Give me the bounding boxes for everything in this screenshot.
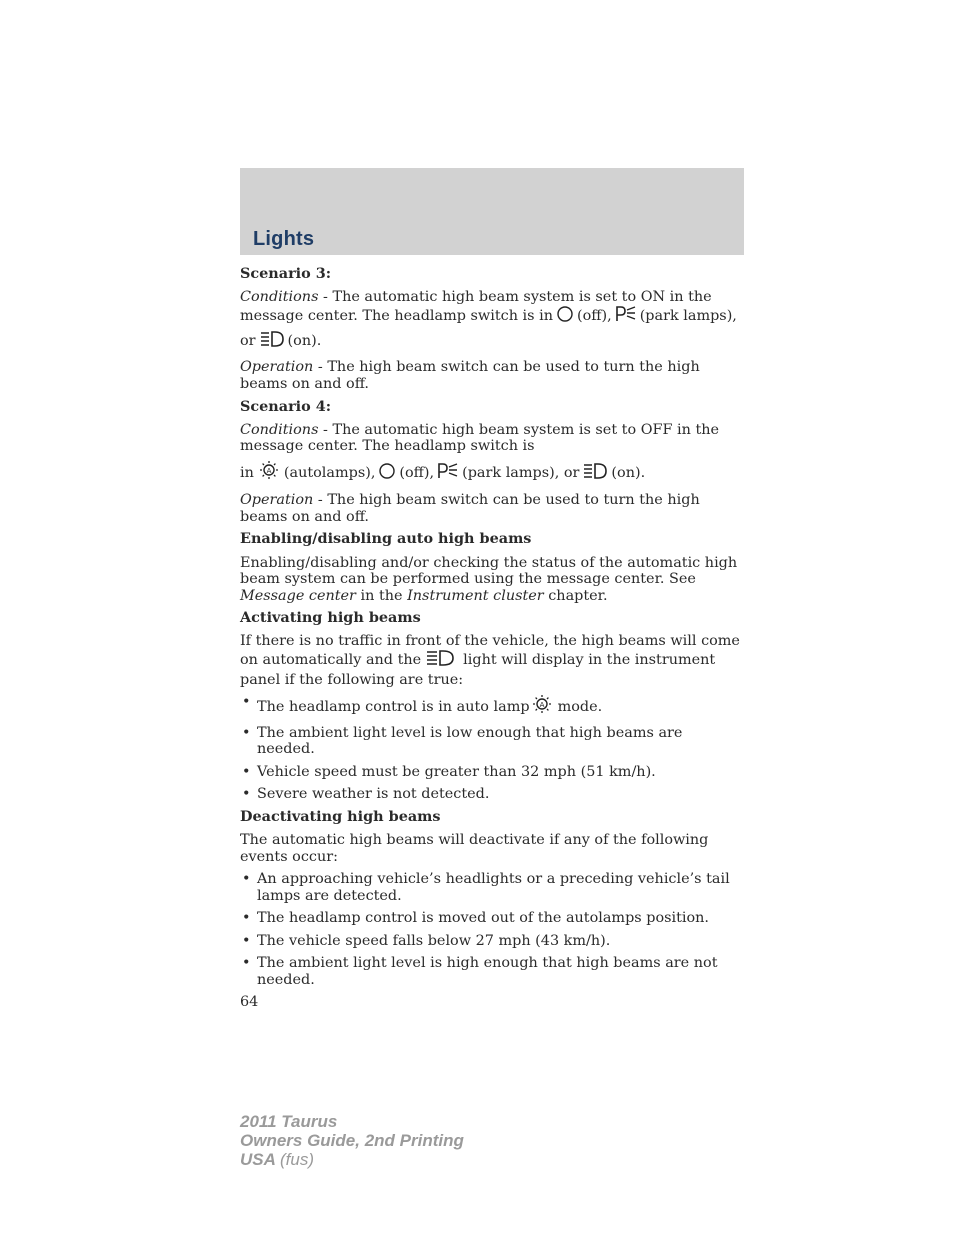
svg-text:A: A	[266, 466, 272, 475]
list-item: • The vehicle speed falls below 27 mph (43 km/h).	[240, 933, 744, 950]
deactivating-text: The automatic high beams will deactivate if any of the following events occur:	[240, 832, 709, 865]
list-item: • The headlamp control is in auto lamp A mode.	[240, 694, 744, 719]
list-item: • The ambient light level is high enough that high beams are not needed.	[240, 955, 744, 988]
scenario-4-switch-positions: in A (autolamps), (off), (park lamps), or (on).	[240, 460, 744, 485]
enabling-text: Enabling/disabling and/or checking the status of the automatic high beam system can be performed using the message center. See Message center in the Instrument cluster chapter.	[240, 554, 738, 604]
message-center-reference: Message center	[240, 587, 356, 604]
park-lamps-icon	[615, 305, 637, 328]
svg-text:A: A	[539, 701, 544, 709]
scenario-4-conditions: Conditions - The automatic high beam system is set to OFF in the message center. The headlamp switch is	[240, 421, 720, 454]
enabling-heading: Enabling/disabling auto high beams	[240, 530, 532, 547]
page-content	[240, 266, 744, 1011]
list-item: • Severe weather is not detected.	[240, 786, 744, 803]
list-item: • Vehicle speed must be greater than 32 mph (51 km/h).	[240, 764, 744, 781]
list-item: • An approaching vehicle’s headlights or a preceding vehicle’s tail lamps are detected.	[240, 871, 744, 904]
footer-guide-edition: Owners Guide, 2nd Printing	[240, 1131, 464, 1150]
off-circle-icon	[556, 305, 574, 328]
headlamps-on-icon	[425, 649, 455, 672]
deactivating-heading: Deactivating high beams	[240, 807, 441, 825]
headlamps-on-icon	[582, 462, 608, 485]
footer-market: USA (fus)	[240, 1150, 314, 1169]
scenario-3-conditions: Conditions - The automatic high beam system is set to ON in the message center. The headlamp switch is in (off), (park lamps),	[240, 289, 744, 328]
autolamps-icon	[530, 694, 554, 719]
activation-conditions-list	[240, 694, 744, 803]
off-circle-icon	[378, 462, 396, 485]
activating-text: If there is no traffic in front of the vehicle, the high beams will come on automatically and the light will display in the instrument panel if the following are true:	[240, 632, 740, 688]
section-title: Lights	[253, 228, 315, 250]
footer-model-year: 2011 Taurus	[240, 1112, 338, 1131]
document-footer	[240, 1112, 464, 1169]
instrument-cluster-reference: Instrument cluster	[407, 587, 544, 604]
list-item: • The ambient light level is low enough that high beams are needed.	[240, 725, 744, 758]
scenario-3-operation: Operation - The high beam switch can be used to turn the high beams on and off.	[240, 359, 700, 392]
scenario-4-heading: Scenario 4:	[240, 398, 332, 415]
scenario-3-heading: Scenario 3:	[240, 265, 332, 282]
scenario-3-conditions-cont: or (on).	[240, 330, 744, 353]
autolamps-icon	[257, 460, 281, 485]
page-number: 64	[240, 994, 259, 1010]
section-header	[240, 168, 744, 255]
scenario-4-operation: Operation - The high beam switch can be used to turn the high beams on and off.	[240, 492, 700, 525]
headlamps-on-icon	[259, 330, 285, 353]
activating-heading: Activating high beams	[240, 609, 421, 626]
deactivation-events-list	[240, 871, 744, 988]
park-lamps-icon	[437, 462, 459, 485]
list-item: • The headlamp control is moved out of the autolamps position.	[240, 910, 744, 927]
